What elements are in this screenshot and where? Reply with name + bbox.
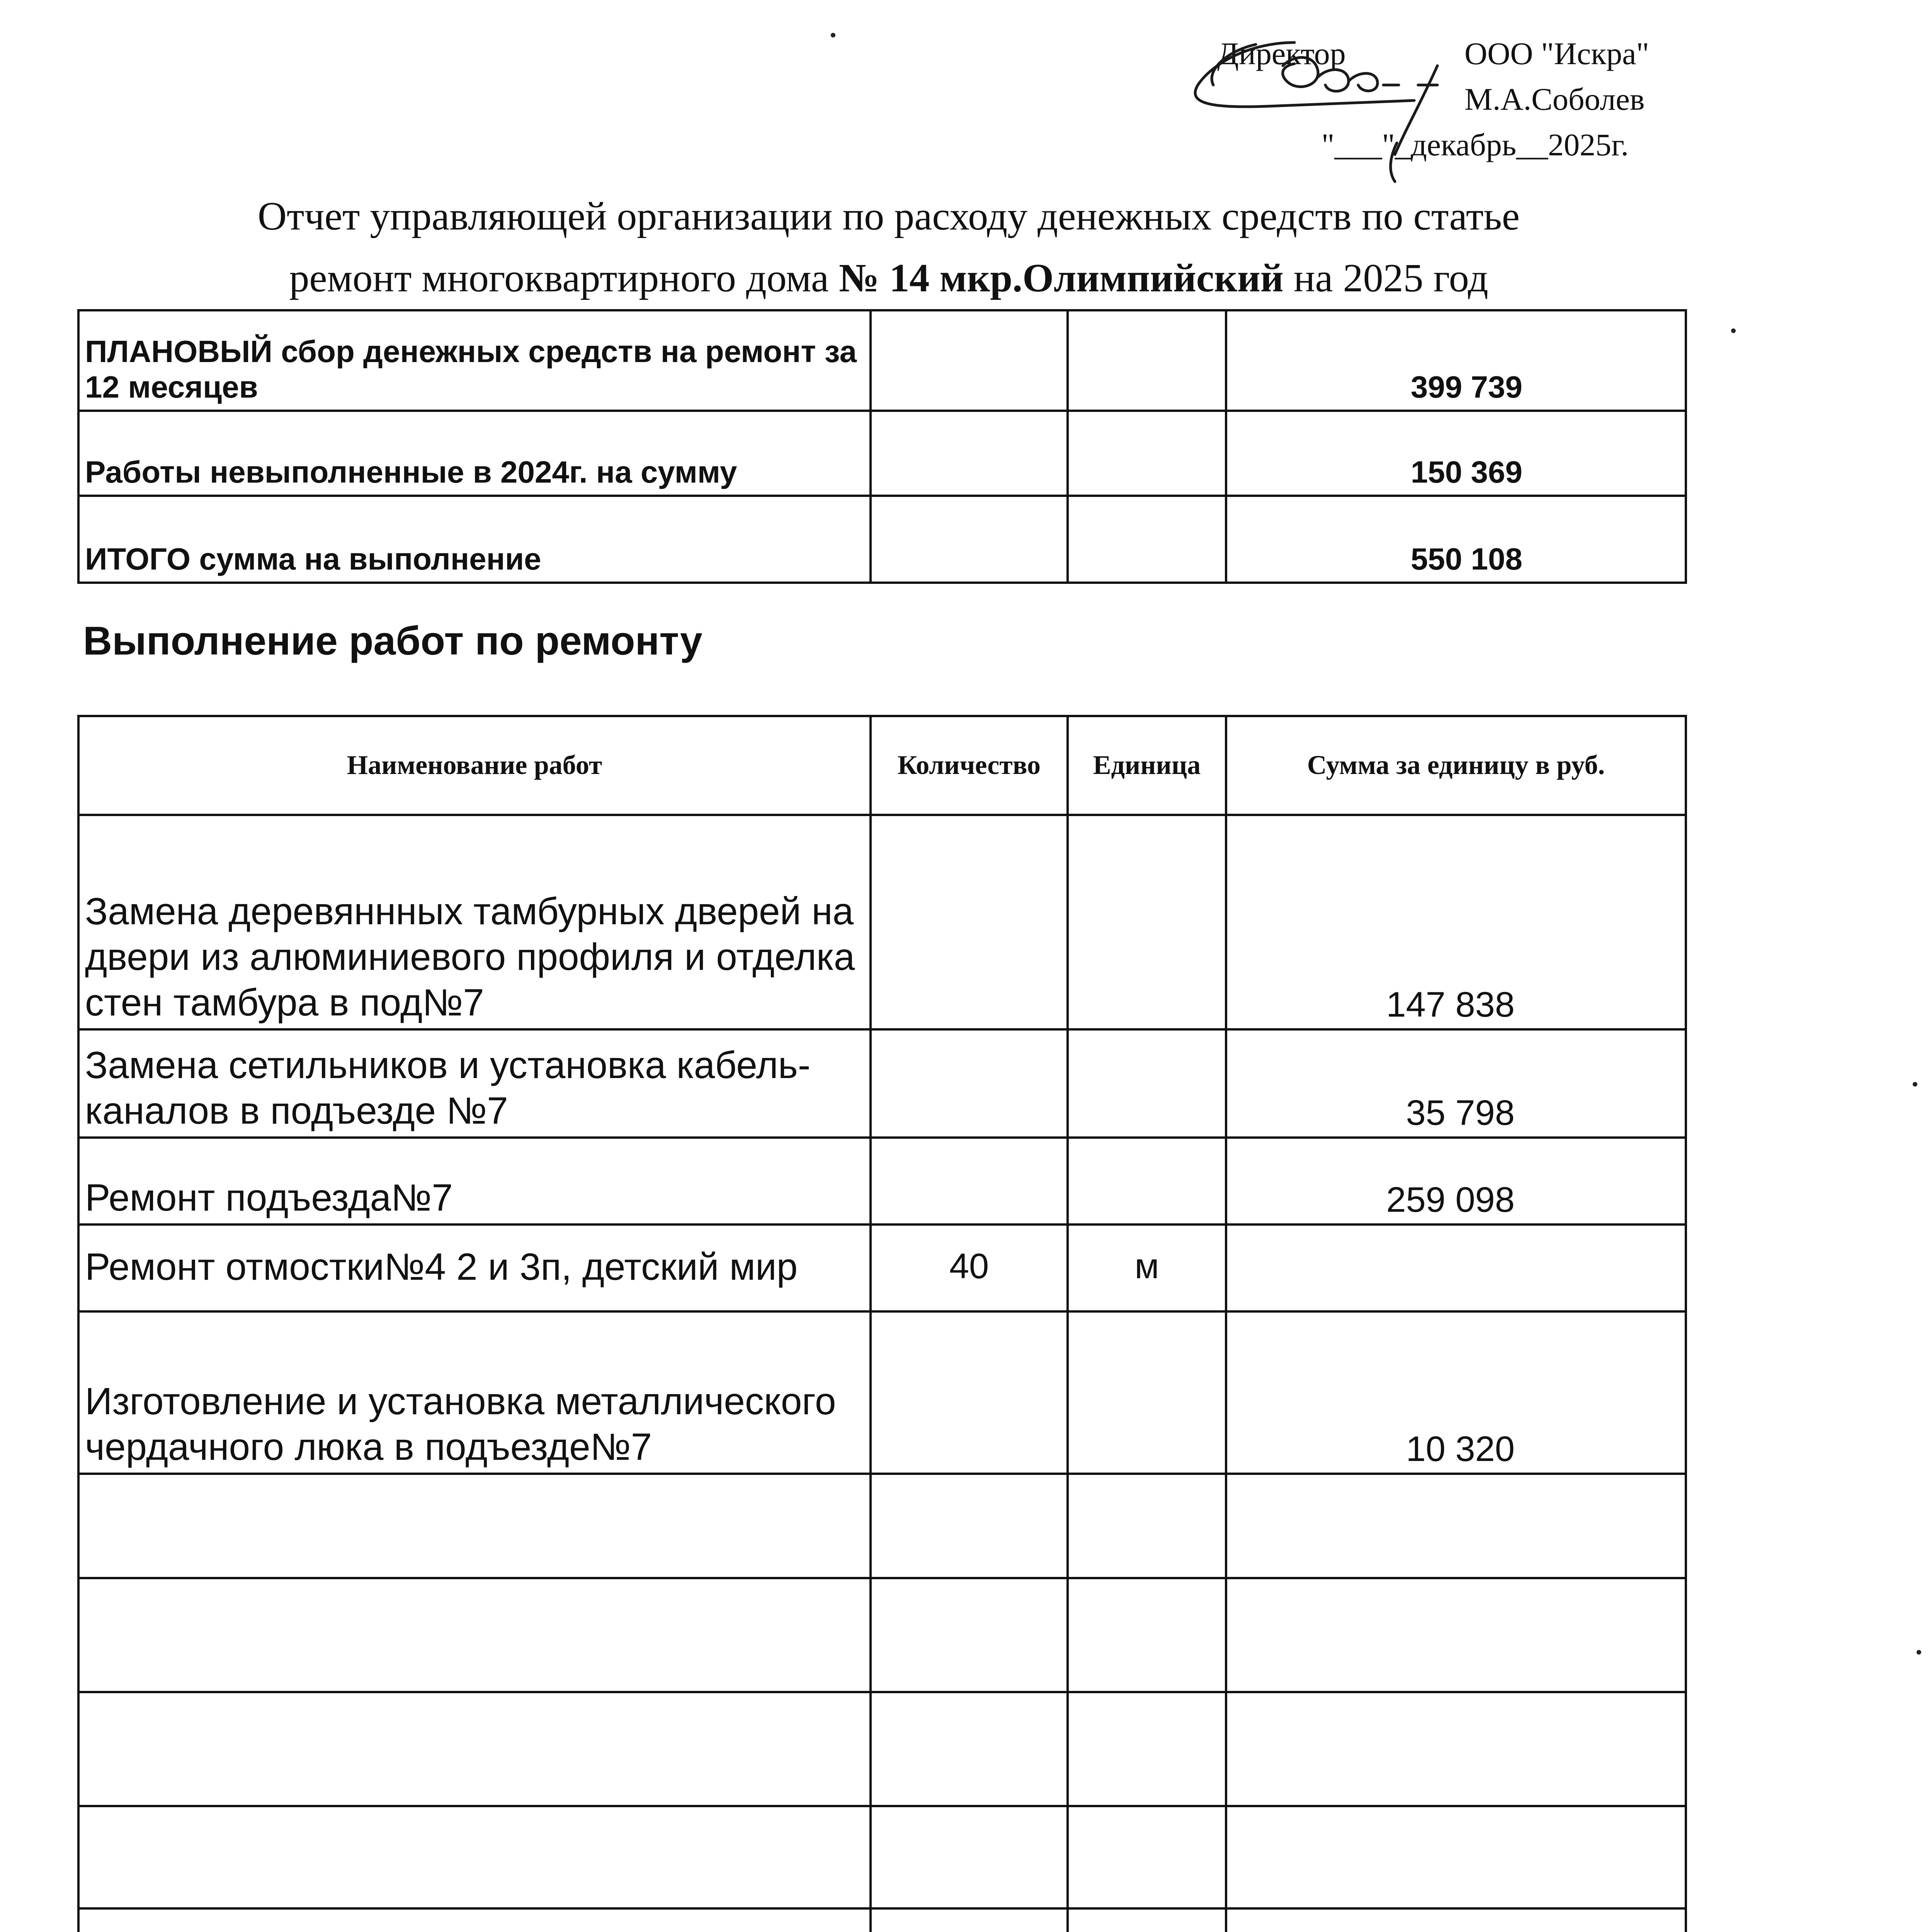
work-sum: 259 098 bbox=[1226, 1138, 1686, 1225]
works-row-empty bbox=[78, 1578, 1686, 1692]
empty-cell bbox=[1226, 1578, 1686, 1692]
empty-cell bbox=[1226, 1474, 1686, 1578]
total-label bbox=[78, 1908, 871, 1932]
scan-speck bbox=[831, 33, 835, 37]
work-quantity bbox=[871, 1138, 1068, 1225]
summary-label: ПЛАНОВЫЙ сбор денежных средств на ремонт за 12 месяцев bbox=[78, 310, 871, 411]
director-name: М.А.Соболев bbox=[1464, 82, 1645, 117]
summary-empty-cell bbox=[1068, 310, 1226, 411]
work-sum: 35 798 bbox=[1226, 1029, 1686, 1138]
works-row bbox=[78, 1311, 1686, 1474]
works-row bbox=[78, 1138, 1686, 1225]
summary-row bbox=[78, 310, 1686, 411]
summary-label: Работы невыполненные в 2024г. на сумму bbox=[78, 411, 871, 496]
work-name: Ремонт отмостки№4 2 и 3п, детский мир bbox=[78, 1225, 871, 1311]
work-unit bbox=[1068, 1029, 1226, 1138]
report-title-house: № 14 мкр.Олимпийский bbox=[839, 256, 1284, 300]
summary-empty-cell bbox=[871, 411, 1068, 496]
empty-cell bbox=[871, 1806, 1068, 1908]
works-row-empty bbox=[78, 1474, 1686, 1578]
works-table bbox=[77, 715, 1687, 1932]
empty-cell bbox=[1068, 1474, 1226, 1578]
work-name: Замена деревяннных тамбурных дверей на двери из алюминиевого профиля и отделка стен тамбура в под№7 bbox=[78, 815, 871, 1029]
scan-speck bbox=[1731, 328, 1736, 333]
works-total-row bbox=[78, 1908, 1686, 1932]
approval-block bbox=[1217, 31, 1719, 168]
work-name: Ремонт подъезда№7 bbox=[78, 1138, 871, 1225]
work-name: Замена сетильников и установка кабель-каналов в подъезде №7 bbox=[78, 1029, 871, 1138]
summary-empty-cell bbox=[1068, 411, 1226, 496]
empty-cell bbox=[78, 1806, 871, 1908]
report-title bbox=[77, 185, 1700, 309]
works-row bbox=[78, 1029, 1686, 1138]
approval-date: "___"_декабрь__2025г. bbox=[1321, 127, 1629, 162]
empty-cell bbox=[78, 1692, 871, 1806]
empty-cell bbox=[1068, 1806, 1226, 1908]
works-row-empty bbox=[78, 1692, 1686, 1806]
header-name: Наименование работ bbox=[78, 716, 871, 815]
summary-empty-cell bbox=[871, 310, 1068, 411]
summary-value: 399 739 bbox=[1226, 310, 1686, 411]
total-value bbox=[1226, 1908, 1686, 1932]
work-unit bbox=[1068, 1138, 1226, 1225]
header-quantity: Количество bbox=[871, 716, 1068, 815]
empty-cell bbox=[78, 1474, 871, 1578]
empty-cell bbox=[1226, 1806, 1686, 1908]
work-sum: 147 838 bbox=[1226, 815, 1686, 1029]
summary-label: ИТОГО сумма на выполнение bbox=[78, 496, 871, 583]
works-row-empty bbox=[78, 1806, 1686, 1908]
header-sum: Сумма за единицу в руб. bbox=[1226, 716, 1686, 815]
empty-cell bbox=[871, 1474, 1068, 1578]
header-unit: Единица bbox=[1068, 716, 1226, 815]
works-header-row bbox=[78, 716, 1686, 815]
empty-cell bbox=[1068, 1908, 1226, 1932]
work-unit bbox=[1068, 1311, 1226, 1474]
work-quantity bbox=[871, 1311, 1068, 1474]
scan-speck bbox=[1917, 1650, 1921, 1655]
works-row bbox=[78, 815, 1686, 1029]
works-row bbox=[78, 1225, 1686, 1311]
report-title-line1: Отчет управляющей организации по расходу денежных средств по статье bbox=[257, 194, 1520, 238]
report-title-line2-prefix: ремонт многоквартирного дома bbox=[289, 256, 839, 300]
work-name: Изготовление и установка металлического чердачного люка в подъезде№7 bbox=[78, 1311, 871, 1474]
summary-table bbox=[77, 309, 1687, 584]
summary-value: 550 108 bbox=[1226, 496, 1686, 583]
summary-row bbox=[78, 411, 1686, 496]
report-title-line2-suffix: на 2025 год bbox=[1283, 256, 1488, 300]
approver-position: Директор bbox=[1217, 36, 1346, 71]
empty-cell bbox=[78, 1578, 871, 1692]
empty-cell bbox=[871, 1908, 1068, 1932]
work-sum: 10 320 bbox=[1226, 1311, 1686, 1474]
empty-cell bbox=[871, 1578, 1068, 1692]
report-title-line2 bbox=[77, 247, 1700, 309]
work-quantity bbox=[871, 815, 1068, 1029]
organization-name: ООО "Искра" bbox=[1464, 36, 1649, 71]
work-quantity bbox=[871, 1029, 1068, 1138]
empty-cell bbox=[1226, 1692, 1686, 1806]
empty-cell bbox=[871, 1692, 1068, 1806]
work-sum bbox=[1226, 1225, 1686, 1311]
summary-value: 150 369 bbox=[1226, 411, 1686, 496]
summary-empty-cell bbox=[1068, 496, 1226, 583]
summary-empty-cell bbox=[871, 496, 1068, 583]
work-quantity: 40 bbox=[871, 1225, 1068, 1311]
empty-cell bbox=[1068, 1692, 1226, 1806]
scan-speck bbox=[1913, 1082, 1917, 1087]
work-unit bbox=[1068, 815, 1226, 1029]
section-title: Выполнение работ по ремонту bbox=[83, 619, 702, 663]
empty-cell bbox=[1068, 1578, 1226, 1692]
work-unit: м bbox=[1068, 1225, 1226, 1311]
summary-row bbox=[78, 496, 1686, 583]
